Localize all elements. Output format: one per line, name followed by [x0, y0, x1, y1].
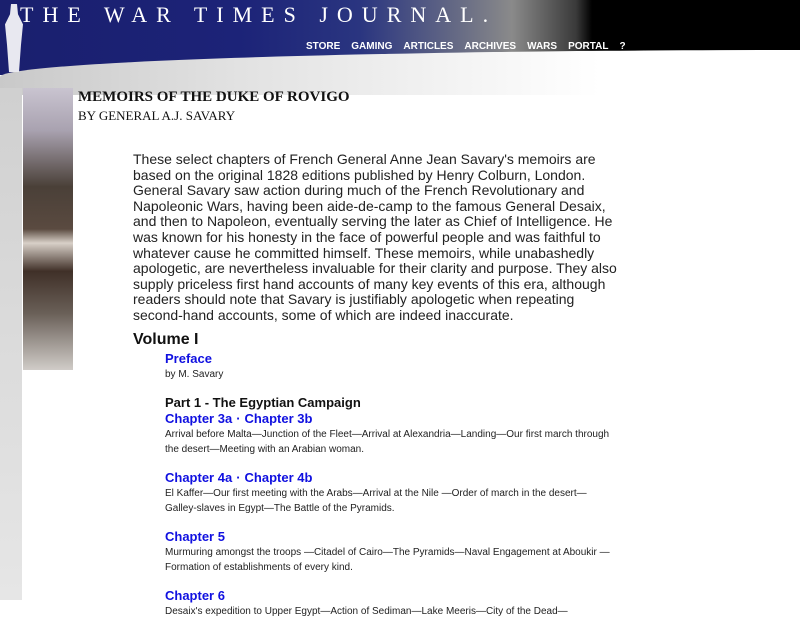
chapter-entry [165, 470, 610, 516]
part-heading: Part 1 - The Egyptian Campaign [165, 395, 361, 410]
nav-gaming[interactable]: GAMING [351, 41, 393, 52]
chapter-link[interactable]: Chapter 4a [165, 470, 233, 485]
chapter-links [165, 470, 610, 486]
byline: BY GENERAL A.J. SAVARY [78, 108, 236, 123]
volume-heading: Volume I [133, 331, 199, 348]
nav-archives[interactable]: ARCHIVES [464, 41, 517, 52]
chapter-links [165, 411, 610, 427]
chapter-desc: Arrival before Malta—Junction of the Fleet—Arrival at Alexandria—Landing—Our first march through the desert—Meeting with an Arabian woman. [165, 429, 610, 455]
chapter-link[interactable]: Chapter 6 [165, 588, 225, 603]
chapter-desc: El Kaffer—Our first meeting with the Arabs—Arrival at the Nile —Order of march in the desert—Galley-slaves in Egypt—The Battle of the Pyramids. [165, 488, 587, 514]
chapter-entry [165, 588, 610, 619]
chapter-link[interactable]: Chapter 3b [244, 411, 313, 426]
chapter-desc: Murmuring amongst the troops —Citadel of Cairo—The Pyramids—Naval Engagement at Aboukir — Formation of establishments of every kind. [165, 547, 610, 573]
nav-store[interactable]: STORE [306, 41, 341, 52]
chapter-desc: Desaix's expedition to Upper Egypt—Action of Sediman—Lake Meeris—City of the Dead— [165, 606, 568, 617]
preface-entry [165, 351, 610, 382]
page-title: MEMOIRS OF THE DUKE OF ROVIGO [78, 89, 350, 105]
preface-desc: by M. Savary [165, 369, 224, 380]
chapter-entry [165, 529, 610, 575]
nav-portal[interactable]: PORTAL [568, 41, 609, 52]
chapter-link[interactable]: Chapter 4b [244, 470, 313, 485]
nav-help[interactable]: ? [619, 41, 626, 52]
site-logo[interactable]: THE WAR TIMES JOURNAL. [20, 2, 498, 27]
nav-articles[interactable]: ARTICLES [403, 41, 454, 52]
chapter-links [165, 588, 610, 604]
preface-link[interactable]: Preface [165, 351, 212, 366]
chapter-list [165, 351, 610, 632]
rider-painting [23, 88, 73, 370]
left-gutter [0, 88, 22, 600]
chapter-links [165, 529, 610, 545]
intro-paragraph: These select chapters of French General Anne Jean Savary's memoirs are based on the original 1828 editions published by Henry Colburn, London. General Savary saw action during much of the French Revolutionary and Napoleonic Wars, having been aide-de-camp to the famous General Desaix, and then to Napoleon, eventually serving the later as Chief of Intelligence. He was known for his honesty in the face of powerful people and was faithful to whatever cause he committed himself. These memoirs, while unabashedly apologetic, are nevertheless invaluable for their clarity and purpose. They also supply priceless first hand accounts of many key events of this era, although readers should note that Savary is justifiably apologetic when repeating second-hand accounts, some of which are indeed inaccurate. [133, 151, 617, 323]
separator: · [236, 411, 241, 426]
chapters [165, 411, 610, 619]
chapter-entry [165, 411, 610, 457]
top-nav [306, 41, 637, 53]
separator: · [236, 470, 241, 485]
chapter-link[interactable]: Chapter 5 [165, 529, 225, 544]
chapter-link[interactable]: Chapter 3a [165, 411, 233, 426]
nav-wars[interactable]: WARS [527, 41, 558, 52]
